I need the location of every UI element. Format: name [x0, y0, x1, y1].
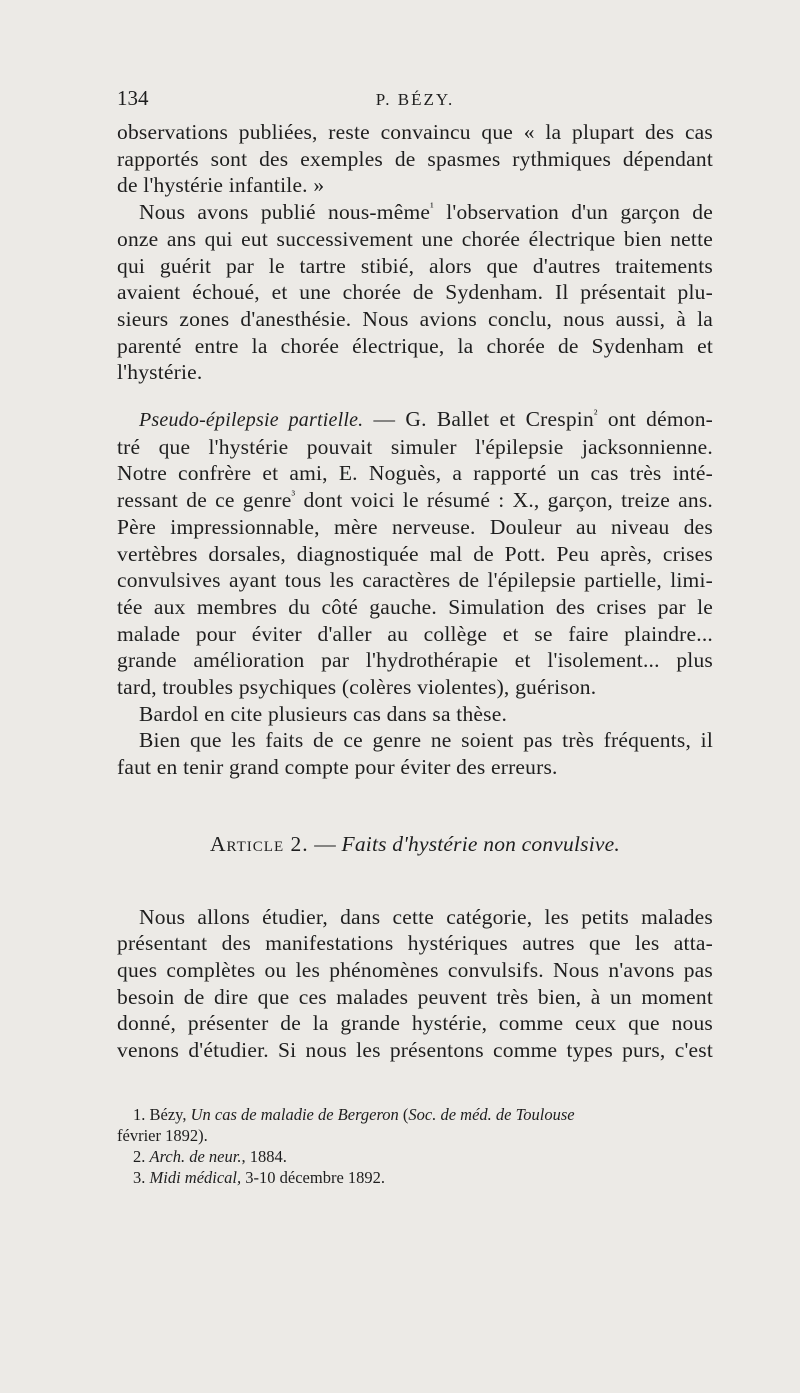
text-span: ont démon- — [597, 407, 713, 432]
text-line: avaient échoué, et une chorée de Sydenham. Il présentait plu- — [117, 280, 713, 305]
paragraph-3 — [117, 406, 713, 701]
footnote-year: , 1884. — [241, 1147, 287, 1166]
footnote-ref-3: ³ — [291, 487, 296, 502]
text-line: donné, présenter de la grande hystérie, comme ceux que nous — [117, 1011, 713, 1036]
text-line: parenté entre la chorée électrique, la chorée de Sydenham et — [117, 333, 713, 358]
paragraph-4 — [117, 701, 713, 728]
text-line: Père impressionnable, mère nerveuse. Douleur au niveau des — [117, 514, 713, 539]
footnote-ref-2: ² — [593, 406, 598, 421]
body-text — [117, 119, 713, 1064]
text-line: malade pour éviter d'aller au collège et se faire plaindre... — [117, 621, 713, 646]
text-line: de l'hystérie infantile. » — [117, 173, 325, 198]
text-span: ressant de ce genre — [117, 488, 292, 513]
text-line: Bien que les faits de ce genre ne soient pas très fréquents, il — [139, 728, 713, 753]
text-line: vertèbres dorsales, diagnostiquée mal de Pott. Peu après, crises — [117, 541, 713, 566]
footnote-journal: Midi médical, — [149, 1168, 242, 1187]
text-line — [117, 199, 713, 226]
running-head — [117, 86, 713, 116]
text-line: rapportés sont des exemples de spasmes rythmiques dépendant — [117, 146, 713, 171]
text-line: besoin de dire que ces malades peuvent très bien, à un moment — [117, 984, 713, 1009]
paragraph-2 — [117, 199, 713, 386]
article-label: Article 2. — [210, 831, 309, 856]
text-line: sieurs zones d'anesthésie. Nous avions conclu, nous aussi, à la — [117, 306, 713, 331]
text-span: — G. Ballet et Crespin — [363, 407, 594, 432]
running-head-author: P. BÉZY. — [375, 90, 455, 109]
text-line: l'hystérie. — [117, 360, 203, 385]
footnote-2 — [117, 1146, 713, 1167]
footnote-journal: Arch. de neur. — [149, 1147, 242, 1166]
text-line — [117, 406, 713, 434]
footnote-journal: Soc. de méd. de Toulouse — [408, 1105, 575, 1124]
footnote-ref-1: ¹ — [430, 199, 434, 214]
footnotes — [117, 1104, 713, 1188]
footnote-number: 1. — [133, 1105, 146, 1124]
text-line: Bardol en cite plusieurs cas dans sa thèse. — [139, 701, 508, 726]
footnote-date: 3-10 décembre 1892. — [241, 1168, 386, 1187]
paragraph-5 — [117, 727, 713, 780]
text-line: tré que l'hystérie pouvait simuler l'épilepsie jacksonnienne. — [117, 434, 713, 459]
text-line: convulsives ayant tous les caractères de l'épilepsie partielle, limi- — [117, 568, 713, 593]
article-title: Faits d'hystérie non convulsive. — [341, 831, 620, 856]
page-number: 134 — [117, 86, 149, 110]
text-line: Notre confrère et ami, E. Noguès, a rapporté un cas très inté- — [117, 461, 713, 486]
footnote-paren: ( — [398, 1105, 409, 1124]
text-line: présentant des manifestations hystériques autres que les atta- — [117, 931, 713, 956]
footnote-number: 3. — [133, 1168, 146, 1187]
text-line: Nous allons étudier, dans cette catégorie, les petits malades — [139, 904, 713, 929]
paragraph-6 — [117, 904, 713, 1064]
text-line — [117, 487, 713, 514]
text-line: ques complètes ou les phénomènes convulsifs. Nous n'avons pas — [117, 957, 713, 982]
text-line: qui guérit par le tartre stibié, alors que d'autres traitements — [117, 253, 713, 278]
paragraph-1 — [117, 119, 713, 199]
footnote-author: Bézy, — [145, 1105, 191, 1124]
footnote-1-continued: février 1892). — [117, 1126, 208, 1145]
text-line: observations publiées, reste convaincu que « la plupart des cas — [117, 120, 713, 144]
text-line: tard, troubles psychiques (colères violentes), guérison. — [117, 675, 597, 700]
text-line: onze ans qui eut successivement une chorée électrique bien nette — [117, 226, 713, 251]
text-span: Nous avons publié nous-même — [139, 200, 431, 225]
text-line: tée aux membres du côté gauche. Simulation des crises par le — [117, 594, 713, 619]
text-line: venons d'étudier. Si nous les présentons comme types purs, c'est — [117, 1038, 713, 1063]
article-heading — [117, 831, 713, 858]
section-lead: Pseudo-épilepsie partielle. — [139, 409, 364, 432]
text-span: dont voici le résumé : X., garçon, treize ans. — [295, 488, 713, 513]
article-dash: — — [308, 831, 342, 856]
text-line: faut en tenir grand compte pour éviter des erreurs. — [117, 755, 558, 780]
footnote-title: Un cas de maladie de Bergeron — [190, 1105, 399, 1124]
footnote-1 — [117, 1104, 713, 1125]
text-line: grande amélioration par l'hydrothérapie et l'isolement... plus — [117, 648, 713, 673]
footnote-number: 2. — [133, 1147, 146, 1166]
text-span: l'observation d'un garçon de — [433, 200, 713, 225]
footnote-3 — [117, 1167, 713, 1188]
